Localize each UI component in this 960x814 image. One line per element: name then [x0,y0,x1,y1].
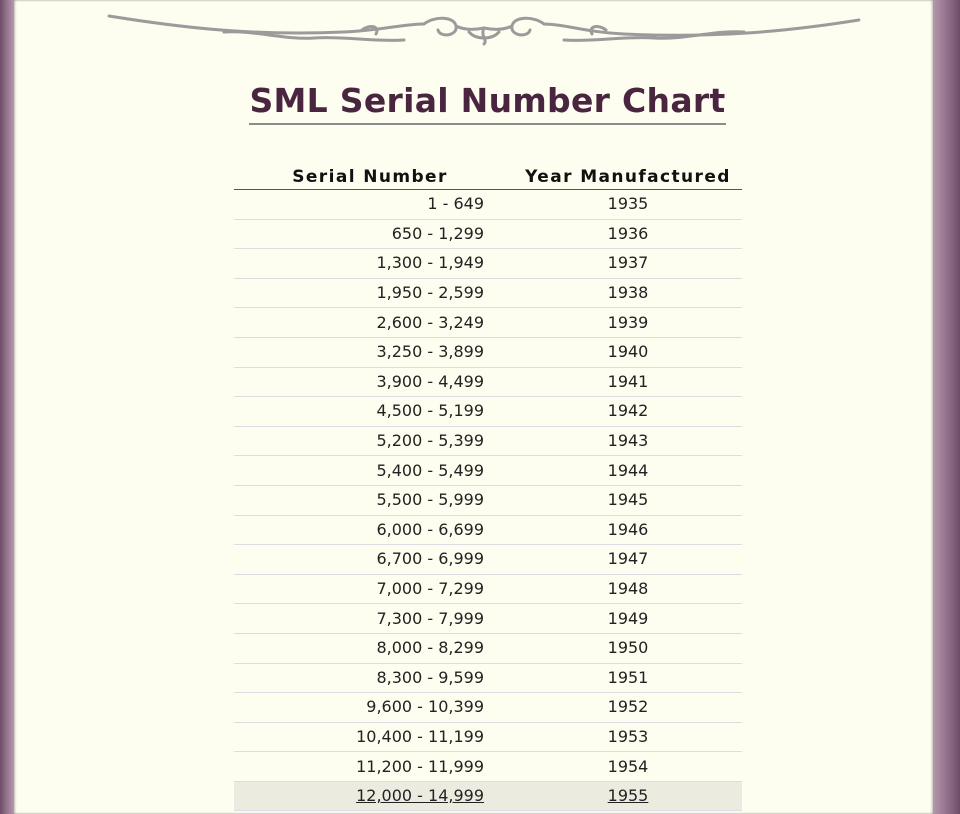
year-cell [484,190,742,220]
serial-range-text: 1,950 - 2,599 [376,283,484,303]
year-cell [484,249,742,279]
year-text: 1948 [607,579,649,599]
year-text: 1936 [607,223,649,243]
serial-range-cell [234,604,484,634]
serial-range-text: 6,000 - 6,699 [376,519,484,539]
year-cell [484,722,742,752]
table-row [234,308,742,338]
table-row[interactable] [234,781,742,811]
year-cell [484,633,742,663]
table-row [234,574,742,604]
table-row [234,722,742,752]
table-row [234,456,742,486]
year-cell [484,219,742,249]
table-row [234,604,742,634]
serial-range-text: 4,500 - 5,199 [376,401,484,421]
serial-range-cell [234,633,484,663]
table-row [234,337,742,367]
year-cell [484,308,742,338]
table-row [234,426,742,456]
serial-range-text: 11,200 - 11,999 [356,756,484,776]
year-text: 1947 [607,549,649,569]
year-text: 1937 [607,253,649,273]
table-row [234,693,742,723]
year-cell [484,604,742,634]
serial-range-cell [234,663,484,693]
page-title-text: SML Serial Number Chart [249,80,725,125]
table-row [234,633,742,663]
year-text: 1951 [607,667,649,687]
serial-range-cell [234,545,484,575]
serial-range-cell [234,219,484,249]
table-row [234,249,742,279]
year-text: 1935 [607,194,649,214]
table-row [234,278,742,308]
serial-range-cell [234,367,484,397]
year-text: 1939 [607,312,649,332]
year-text[interactable]: 1955 [607,786,649,806]
page-title [14,80,960,125]
serial-range-cell [234,515,484,545]
table-row [234,397,742,427]
year-cell [484,545,742,575]
serial-range-text: 3,900 - 4,499 [376,371,484,391]
year-text: 1952 [607,697,649,717]
table-row [234,545,742,575]
serial-range-text: 650 - 1,299 [391,223,484,243]
year-cell [484,397,742,427]
table-body [234,190,742,811]
serial-range-cell [234,190,484,220]
table-row [234,219,742,249]
year-cell [484,456,742,486]
year-cell [484,574,742,604]
year-text: 1940 [607,342,649,362]
year-cell [484,337,742,367]
decorative-flourish-icon [104,6,864,52]
serial-number-table [234,158,742,811]
serial-range-cell [234,337,484,367]
year-text: 1938 [607,283,649,303]
serial-range-cell[interactable] [234,781,484,811]
year-cell [484,663,742,693]
table-row [234,663,742,693]
year-text: 1941 [607,371,649,391]
serial-range-text: 9,600 - 10,399 [366,697,484,717]
column-header-year-manufactured: Year Manufactured [484,158,742,190]
year-cell [484,515,742,545]
serial-range-cell [234,693,484,723]
serial-range-cell [234,752,484,782]
serial-range-text: 5,200 - 5,399 [376,431,484,451]
serial-range-cell [234,456,484,486]
year-cell [484,367,742,397]
year-text: 1942 [607,401,649,421]
table-row [234,752,742,782]
year-cell [484,752,742,782]
serial-range-cell [234,426,484,456]
serial-range-text: 7,300 - 7,999 [376,608,484,628]
serial-range-text: 8,300 - 9,599 [376,667,484,687]
serial-range-text[interactable]: 12,000 - 14,999 [356,786,484,806]
serial-range-text: 10,400 - 11,199 [356,726,484,746]
serial-range-cell [234,249,484,279]
serial-range-cell [234,722,484,752]
year-cell [484,278,742,308]
serial-range-cell [234,574,484,604]
serial-range-text: 6,700 - 6,999 [376,549,484,569]
serial-range-text: 2,600 - 3,249 [376,312,484,332]
year-cell [484,485,742,515]
serial-range-cell [234,308,484,338]
serial-range-cell [234,485,484,515]
table-row [234,190,742,220]
serial-range-text: 1 - 649 [427,194,484,214]
year-text: 1946 [607,519,649,539]
serial-range-text: 1,300 - 1,949 [376,253,484,273]
serial-range-text: 7,000 - 7,299 [376,579,484,599]
table-header [234,158,742,190]
year-text: 1945 [607,490,649,510]
serial-range-cell [234,397,484,427]
serial-range-text: 5,400 - 5,499 [376,460,484,480]
serial-range-text: 8,000 - 8,299 [376,638,484,658]
table-row [234,515,742,545]
column-header-serial-number: Serial Number [234,158,484,190]
year-cell[interactable] [484,781,742,811]
year-text: 1949 [607,608,649,628]
year-cell [484,693,742,723]
serial-range-text: 3,250 - 3,899 [376,342,484,362]
year-text: 1943 [607,431,649,451]
year-text: 1944 [607,460,649,480]
year-cell [484,426,742,456]
serial-range-cell [234,278,484,308]
table-row [234,485,742,515]
serial-range-text: 5,500 - 5,999 [376,490,484,510]
table-header-row [234,158,742,190]
table-row [234,367,742,397]
year-text: 1954 [607,756,649,776]
year-text: 1953 [607,726,649,746]
year-text: 1950 [607,638,649,658]
page-paper [14,0,933,814]
